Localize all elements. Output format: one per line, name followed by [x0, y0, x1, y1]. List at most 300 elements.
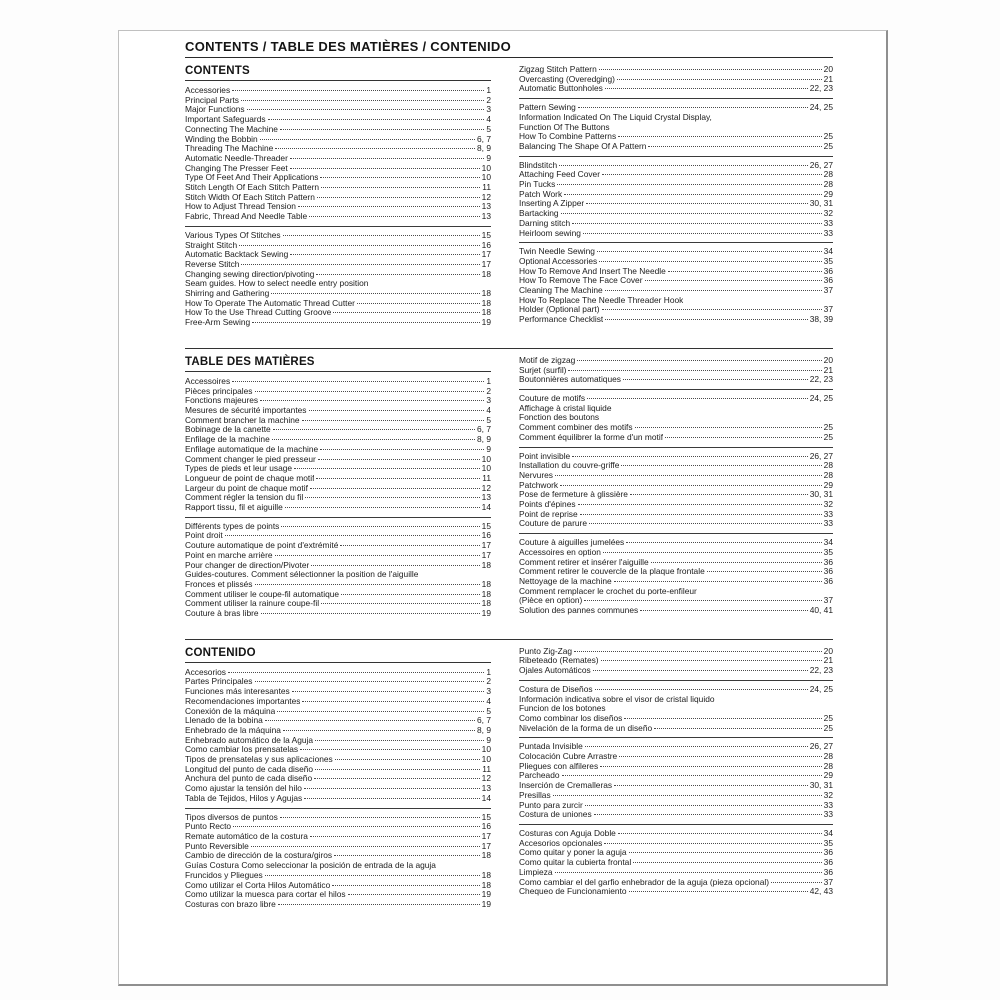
toc-entry-label: Attaching Feed Cover [519, 170, 601, 180]
dotted-leader [283, 730, 475, 731]
toc-entry-label: Point de reprise [519, 509, 578, 519]
toc-entry [519, 510, 833, 520]
toc-entry-page: 10 [481, 162, 491, 173]
dotted-leader [304, 788, 480, 789]
toc-entry-page: 25 [823, 140, 833, 151]
toc-entry-page: 28 [823, 469, 833, 480]
toc-entry-label: Stitch Length Of Each Stitch Pattern [185, 183, 320, 193]
toc-entry-label: Costura de Diseños [519, 684, 593, 694]
dotted-leader [585, 746, 808, 747]
toc-entry-page: 35 [823, 255, 833, 266]
dotted-leader [619, 756, 821, 757]
dotted-leader [602, 309, 822, 310]
toc-entry-label: Stitch Width Of Each Stitch Pattern [185, 192, 315, 202]
group-divider [185, 808, 491, 809]
toc-entry-label: Tipos de prensatelas y sus aplicaciones [185, 755, 333, 765]
dotted-leader [309, 410, 485, 411]
toc-entry-page: 25 [823, 422, 833, 433]
dotted-leader [255, 391, 485, 392]
dotted-leader [614, 581, 822, 582]
toc-entry-label: Puntada Invisible [519, 742, 583, 752]
dotted-leader [593, 670, 808, 671]
toc-entry-page: 18 [481, 598, 491, 609]
toc-entry-label: Enfilage de la machine [185, 435, 270, 445]
dotted-leader [341, 594, 480, 595]
toc-entry [519, 558, 833, 568]
group-divider [519, 156, 833, 157]
dotted-leader [648, 146, 821, 147]
toc-entry-label: Automatic Backtack Sewing [185, 250, 289, 260]
toc-column-right [519, 356, 833, 619]
dotted-leader [251, 846, 480, 847]
group-divider [519, 533, 833, 534]
toc-entry-label: Points d'épines [519, 500, 576, 510]
toc-entry-label: Performance Checklist [519, 315, 604, 325]
dotted-leader [332, 885, 479, 886]
toc-entry [185, 406, 491, 416]
toc-entry [185, 183, 491, 193]
toc-entry-page: 35 [823, 546, 833, 557]
toc-entry [185, 231, 491, 241]
dotted-leader [260, 400, 484, 401]
toc-entry-label: Point invisible [519, 451, 571, 461]
toc-entry-page: 12 [481, 773, 491, 784]
dotted-leader [225, 535, 480, 536]
toc-entry-page: 37 [823, 285, 833, 296]
toc-entry-label: Comment régler la tension du fil [185, 493, 304, 503]
toc-entry-label: Fruncidos y Pliegues [185, 870, 263, 880]
dotted-leader [280, 817, 480, 818]
dotted-leader [316, 274, 479, 275]
dotted-leader [340, 545, 479, 546]
toc-entry-label: How To Remove And Insert The Needle [519, 266, 666, 276]
toc-entry-label: How To Combine Patterns [519, 132, 617, 142]
toc-entry-label: Installation du couvre-griffe [519, 461, 620, 471]
toc-entry-label: Information Indicated On The Liquid Crystal Display, [519, 112, 712, 122]
toc-entry-page: 36 [823, 866, 833, 877]
toc-entry [519, 209, 833, 219]
toc-entry-page: 12 [481, 482, 491, 493]
toc-entry-page: 2 [486, 385, 491, 396]
toc-entry [185, 716, 491, 726]
toc-entry-page: 33 [823, 227, 833, 238]
toc-entry-label: Patch Work [519, 189, 563, 199]
dotted-leader [318, 459, 480, 460]
toc-entry [519, 471, 833, 481]
toc-entry [185, 590, 491, 600]
toc-entry-label: Holder (Optional part) [519, 305, 600, 315]
toc-entry [185, 493, 491, 503]
toc-entry-page: 18 [481, 288, 491, 299]
toc-entry-label: Major Functions [185, 105, 245, 115]
group-divider [185, 517, 491, 518]
dotted-leader [635, 427, 822, 428]
dotted-leader [603, 552, 822, 553]
toc-entry-label: Como utilizar el Corta Hilos Automático [185, 880, 331, 890]
dotted-leader [629, 891, 808, 892]
toc-entry [519, 724, 833, 734]
dotted-leader [315, 740, 484, 741]
toc-entry-page: 5 [486, 414, 491, 425]
toc-entry-page: 12 [481, 191, 491, 202]
toc-entry [519, 647, 833, 657]
toc-entry-label: Types de pieds et leur usage [185, 464, 293, 474]
toc-entry [519, 801, 833, 811]
toc-entry [185, 396, 491, 406]
dotted-leader [283, 235, 480, 236]
toc-entry [185, 900, 491, 910]
toc-entry-label: Fonction des boutons [519, 413, 600, 423]
toc-entry-label: Comment équilibrer la forme d'un motif [519, 432, 664, 442]
toc-entry [185, 425, 491, 435]
toc-entry [519, 296, 833, 306]
dotted-leader [623, 379, 808, 380]
section-heading: CONTENIDO [185, 647, 491, 663]
toc-entry [185, 377, 491, 387]
toc-entry-label: Comment brancher la machine [185, 415, 300, 425]
toc-entry-label: Funcion de los botones [519, 704, 606, 714]
toc-entry-page: 19 [481, 889, 491, 900]
toc-entry-page: 3 [486, 686, 491, 697]
dotted-leader [654, 728, 822, 729]
dotted-leader [578, 107, 808, 108]
toc-entry-page: 25 [823, 722, 833, 733]
dotted-leader [668, 271, 822, 272]
toc-entry-label: Chequeo de Funcionamiento [519, 887, 627, 897]
toc-entry-page: 14 [481, 502, 491, 513]
toc-entry-page: 5 [486, 123, 491, 134]
toc-entry [185, 250, 491, 260]
toc-entry-page: 13 [481, 492, 491, 503]
toc-entry [519, 839, 833, 849]
toc-entry [519, 404, 833, 414]
toc-entry-page: 33 [823, 809, 833, 820]
toc-entry-label: Parcheado [519, 771, 560, 781]
toc-entry [519, 199, 833, 209]
toc-entry-page: 9 [486, 152, 491, 163]
toc-entry [519, 848, 833, 858]
toc-entry [185, 745, 491, 755]
toc-entry-page: 18 [481, 297, 491, 308]
toc-entry-page: 4 [486, 695, 491, 706]
toc-entry-label: Nervures [519, 470, 553, 480]
dotted-leader [300, 749, 480, 750]
toc-entry-page: 18 [481, 578, 491, 589]
section-heading: TABLE DES MATIÈRES [185, 356, 491, 372]
toc-entry [519, 771, 833, 781]
toc-entry-label: Important Safeguards [185, 115, 266, 125]
group-divider [185, 226, 491, 227]
toc-entry-label: Información indicativa sobre el visor de cristal liquido [519, 694, 715, 704]
toc-entry-label: Automatic Needle-Threader [185, 153, 288, 163]
toc-entry-page: 26, 27 [809, 159, 833, 170]
toc-entry-label: Comment utiliser la rainure coupe-fil [185, 599, 320, 609]
toc-entry-page: 21 [823, 655, 833, 666]
toc-entry-page: 8, 9 [477, 143, 491, 154]
toc-entry-label: Tabla de Tejidos, Hilos y Agujas [185, 793, 303, 803]
toc-entry [185, 881, 491, 891]
toc-entry-page: 18 [481, 307, 491, 318]
dotted-leader [260, 139, 475, 140]
toc-entry [519, 394, 833, 404]
toc-entry-label: Overcasting (Overedging) [519, 74, 615, 84]
toc-entry-label: Différents types de points [185, 521, 280, 531]
dotted-leader [586, 203, 808, 204]
toc-entry-page: 3 [486, 104, 491, 115]
dotted-leader [578, 504, 822, 505]
toc-entry [185, 842, 491, 852]
toc-entry-label: (Pièce en option) [519, 596, 583, 606]
toc-entry [519, 247, 833, 257]
toc-entry [519, 132, 833, 142]
toc-entry [519, 103, 833, 113]
dotted-leader [651, 562, 822, 563]
toc-entry-page: 28 [823, 751, 833, 762]
toc-entry-page: 22, 23 [809, 83, 833, 94]
toc-entry [185, 445, 491, 455]
toc-entry-label: Anchura del punto de cada diseño [185, 774, 313, 784]
toc-entry-label: Couture de parure [519, 519, 587, 529]
toc-entry-label: How To Replace The Needle Threader Hook [519, 295, 684, 305]
toc-entry [185, 726, 491, 736]
toc-entry-label: Various Types Of Stitches [185, 230, 281, 240]
toc-entry-label: Blindstitch [519, 160, 558, 170]
dotted-leader [580, 514, 822, 515]
toc-entry-page: 26, 27 [809, 450, 833, 461]
dotted-leader [564, 194, 822, 195]
toc-entry-page: 17 [481, 831, 491, 841]
toc-entry-label: Como ajustar la tensión del hilo [185, 784, 302, 794]
toc-entry [519, 596, 833, 606]
toc-entry-label: Optional Accessories [519, 256, 598, 266]
toc-entry [185, 484, 491, 494]
toc-entry-label: Free-Arm Sewing [185, 318, 251, 328]
dotted-leader [560, 485, 822, 486]
toc-entry-page: 25 [823, 712, 833, 723]
toc-entry-label: Twin Needle Sewing [519, 247, 595, 257]
toc-entry-page: 6, 7 [477, 424, 491, 435]
toc-entry [185, 707, 491, 717]
toc-entry [519, 742, 833, 752]
toc-entry-page: 1 [486, 666, 491, 677]
toc-entry-label: Ribeteado (Remates) [519, 656, 599, 666]
toc-entry [185, 871, 491, 881]
dotted-leader [320, 177, 479, 178]
toc-entry [519, 452, 833, 462]
dotted-leader [285, 507, 480, 508]
toc-entry [185, 677, 491, 687]
toc-entry-label: Changing sewing direction/pivoting [185, 269, 315, 279]
toc-entry-page: 14 [481, 792, 491, 803]
toc-entry-page: 30, 31 [809, 780, 833, 791]
toc-entry-label: Como combinar los diseños [519, 713, 623, 723]
dotted-leader [553, 795, 822, 796]
toc-entry-page: 28 [823, 169, 833, 180]
dotted-leader [599, 69, 822, 70]
toc-entry [185, 474, 491, 484]
toc-entry [519, 356, 833, 366]
toc-entry-label: Pin Tucks [519, 180, 556, 190]
toc-entry [185, 202, 491, 212]
toc-entry-label: Longitud del punto de cada diseño [185, 764, 314, 774]
dotted-leader [335, 759, 480, 760]
toc-entry-page: 19 [481, 317, 491, 328]
dotted-leader [633, 862, 821, 863]
toc-entry-label: Bobinage de la canette [185, 425, 271, 435]
dotted-leader [290, 158, 484, 159]
dotted-leader [275, 148, 475, 149]
toc-entry [519, 413, 833, 423]
toc-entry-page: 36 [823, 847, 833, 858]
toc-entry [185, 890, 491, 900]
dotted-leader [614, 785, 808, 786]
toc-entry-label: Inserting A Zipper [519, 199, 585, 209]
toc-entry-label: Point en marche arrière [185, 550, 273, 560]
toc-entry [185, 687, 491, 697]
toc-entry [519, 666, 833, 676]
toc-entry-label: Largeur du point de chaque motif [185, 483, 308, 493]
toc-entry [185, 270, 491, 280]
dotted-leader [584, 600, 821, 601]
toc-entry-page: 29 [823, 479, 833, 490]
toc-entry [185, 464, 491, 474]
dotted-leader [281, 526, 479, 527]
dotted-leader [228, 672, 484, 673]
toc-entry-page: 16 [481, 821, 491, 832]
toc-entry-label: Comment retirer et insérer l'aiguille [519, 557, 649, 567]
toc-entry-page: 8, 9 [477, 434, 491, 445]
dotted-leader [605, 290, 822, 291]
dotted-leader [559, 165, 808, 166]
toc-entry-label: Accessoires en option [519, 547, 601, 557]
toc-entry [185, 173, 491, 183]
toc-entry-label: Colocación Cubre Arrastre [519, 752, 618, 762]
dotted-leader [626, 542, 821, 543]
toc-entry [185, 435, 491, 445]
toc-column-right [519, 65, 833, 328]
toc-entry [519, 142, 833, 152]
dotted-leader [645, 280, 822, 281]
toc-entry-page: 18 [481, 559, 491, 570]
toc-entry [519, 656, 833, 666]
dotted-leader [587, 398, 808, 399]
dotted-leader [624, 718, 821, 719]
toc-entry-label: Couture de motifs [519, 393, 586, 403]
toc-column-left [185, 356, 491, 619]
toc-entry [519, 704, 833, 714]
toc-entry-page: 18 [481, 879, 491, 890]
toc-entry-page: 36 [823, 566, 833, 577]
toc-entry-page: 18 [481, 268, 491, 279]
dotted-leader [599, 261, 821, 262]
toc-entry-page: 9 [486, 734, 491, 745]
toc-entry [519, 433, 833, 443]
toc-entry-page: 42, 43 [809, 886, 833, 897]
dotted-leader [233, 826, 480, 827]
toc-entry [519, 113, 833, 123]
toc-entry-label: Couture à bras libre [185, 609, 259, 619]
toc-entry [185, 765, 491, 775]
dotted-leader [568, 370, 821, 371]
dotted-leader [665, 437, 822, 438]
toc-entry [519, 695, 833, 705]
toc-column-left [185, 65, 491, 328]
toc-entry-page: 15 [481, 520, 491, 531]
toc-entry-label: Fonctions majeures [185, 396, 259, 406]
toc-entry [185, 755, 491, 765]
dotted-leader [604, 843, 821, 844]
dotted-leader [595, 689, 808, 690]
dotted-leader [298, 206, 480, 207]
toc-entry [519, 500, 833, 510]
dotted-leader [555, 872, 822, 873]
toc-entry-page: 36 [823, 857, 833, 868]
toc-entry-label: Longueur de point de chaque motif [185, 473, 315, 483]
toc-entry-label: Automatic Buttonholes [519, 84, 603, 94]
toc-entry [185, 522, 491, 532]
toc-entry [185, 318, 491, 328]
dotted-leader [255, 584, 480, 585]
toc-entry [519, 810, 833, 820]
toc-entry [519, 538, 833, 548]
dotted-leader [577, 360, 821, 361]
group-divider [519, 680, 833, 681]
dotted-leader [309, 216, 480, 217]
toc-entry [519, 84, 833, 94]
toc-entry [519, 577, 833, 587]
toc-entry-label: Mesures de sécurité importantes [185, 405, 307, 415]
toc-entry-label: Punto para zurcir [519, 800, 583, 810]
toc-entry [185, 135, 491, 145]
toc-entry-label: Enfilage automatique de la machine [185, 444, 319, 454]
toc-entry-label: How To Remove The Face Cover [519, 276, 643, 286]
toc-entry [519, 180, 833, 190]
toc-entry [185, 822, 491, 832]
toc-entry-page: 10 [481, 744, 491, 755]
toc-entry-label: Llenado de la bobina [185, 716, 263, 726]
toc-entry [519, 606, 833, 616]
toc-entry [519, 276, 833, 286]
dotted-leader [605, 319, 807, 320]
toc-entry-label: Comment utiliser le coupe-fil automatique [185, 589, 340, 599]
toc-entry [519, 375, 833, 385]
toc-entry-label: Nivelación de la forma de un diseño [519, 723, 653, 733]
dotted-leader [317, 197, 480, 198]
toc-entry [185, 416, 491, 426]
toc-entry-page: 6, 7 [477, 715, 491, 726]
toc-entry [185, 387, 491, 397]
dotted-leader [239, 245, 480, 246]
toc-entry-label: Pose de fermeture à glissière [519, 490, 628, 500]
toc-entry [185, 832, 491, 842]
dotted-leader [630, 494, 808, 495]
dotted-leader [265, 720, 475, 721]
toc-entry-label: Principal Parts [185, 95, 239, 105]
toc-entry-label: Pièces principales [185, 386, 253, 396]
toc-entry-page: 21 [823, 73, 833, 84]
toc-entry-label: Punto Zig-Zag [519, 646, 573, 656]
toc-entry-page: 11 [482, 472, 491, 483]
toc-entry-page: 34 [823, 828, 833, 838]
toc-entry-page: 28 [823, 760, 833, 771]
toc-entry-label: Comment remplacer le crochet du porte-enfileur [519, 586, 697, 596]
dotted-leader [602, 174, 822, 175]
toc-entry [185, 289, 491, 299]
toc-entry-label: Affichage à cristal liquide [519, 403, 612, 413]
group-divider [519, 737, 833, 738]
toc-entry-page: 37 [823, 304, 833, 315]
toc-entry-page: 19 [481, 608, 491, 619]
